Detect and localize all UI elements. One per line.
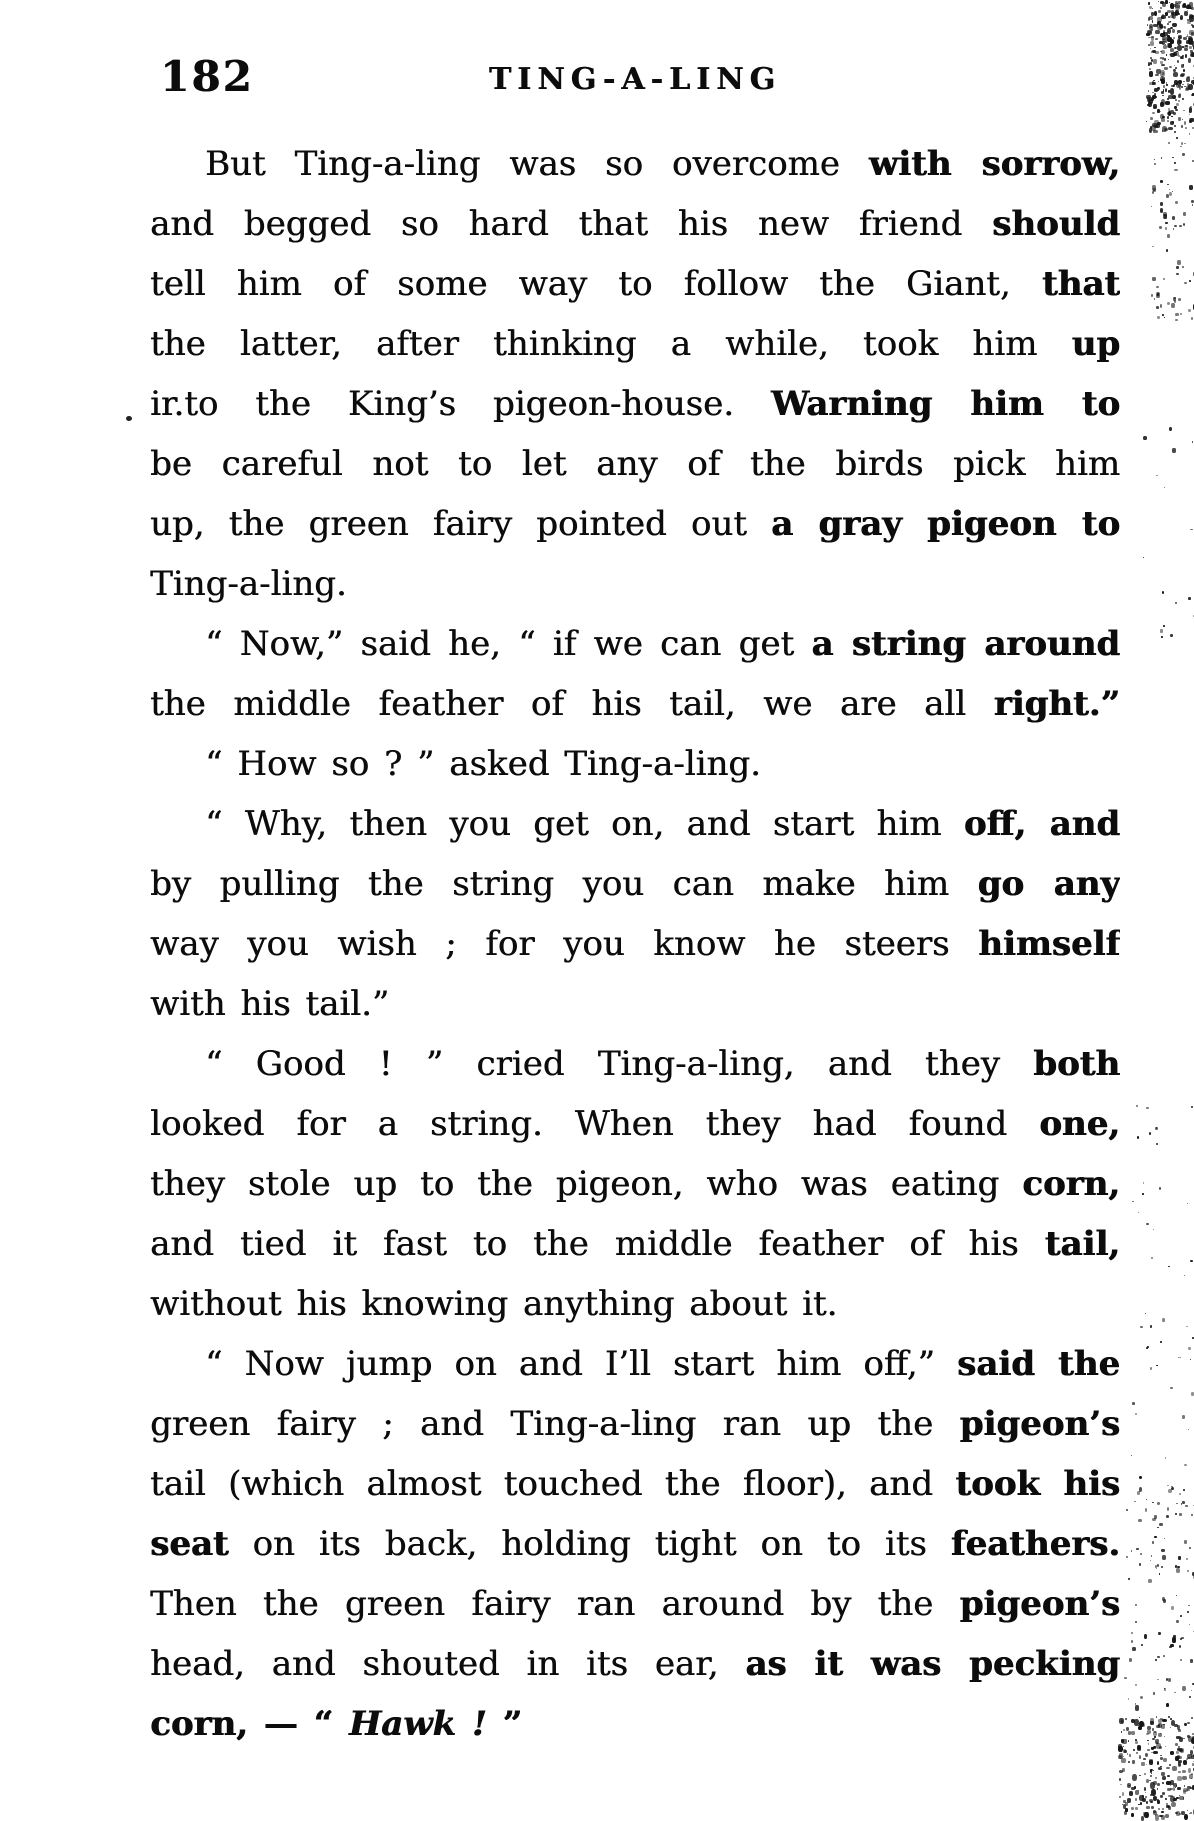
text-segment: “ How so ? ” asked Ting-a-ling. — [205, 744, 761, 784]
text-line — [150, 1214, 1120, 1274]
text-segment: by pulling the string you can make him — [150, 864, 978, 904]
text-line — [150, 554, 1120, 614]
text-segment: with his tail.” — [150, 984, 390, 1024]
text-segment: that — [1041, 264, 1120, 304]
text-segment: corn, — “ — [150, 1704, 349, 1744]
text-segment: a gray pigeon to — [771, 504, 1120, 544]
text-segment: should — [992, 204, 1120, 244]
text-segment: Ting-a-ling. — [150, 564, 347, 604]
paragraph — [150, 614, 1120, 734]
paragraph — [150, 134, 1120, 614]
text-line — [150, 254, 1120, 314]
text-segment: head, and shouted in its ear, — [150, 1644, 746, 1684]
text-line — [150, 1574, 1120, 1634]
text-segment: himself — [978, 924, 1120, 964]
page-text — [150, 134, 1120, 1754]
text-segment: corn, — [1022, 1164, 1120, 1204]
text-segment: they stole up to the pigeon, who was eating — [150, 1164, 1023, 1204]
text-line — [150, 1514, 1120, 1574]
text-line — [150, 794, 1120, 854]
text-segment: up, the green fairy pointed out — [150, 504, 772, 544]
text-line — [150, 494, 1120, 554]
text-segment: tail (which almost touched the floor), and — [150, 1464, 956, 1504]
text-line — [150, 314, 1120, 374]
text-segment: said the — [956, 1344, 1120, 1384]
text-line — [150, 1154, 1120, 1214]
text-segment: way you wish ; for you know he steers — [150, 924, 979, 964]
text-segment: up — [1071, 324, 1120, 364]
text-segment: be careful not to let any of the birds pick him — [150, 444, 1120, 484]
text-segment: looked for a string. When they had found — [150, 1104, 1040, 1144]
text-segment: seat — [150, 1524, 229, 1564]
text-segment: off, and — [963, 804, 1120, 844]
text-segment: took his — [955, 1464, 1120, 1504]
text-segment: the middle feather of his tail, we are all — [150, 684, 994, 724]
text-segment: go any — [977, 864, 1120, 904]
scan-speck — [126, 416, 132, 421]
text-segment: Hawk ! — [348, 1704, 503, 1744]
text-segment: But Ting-a-ling was so overcome — [205, 144, 869, 184]
text-segment: “ Good ! ” cried Ting-a-ling, and they — [205, 1044, 1034, 1084]
text-segment: and tied it fast to the middle feather of his — [150, 1224, 1045, 1264]
text-segment: without his knowing anything about it. — [150, 1284, 838, 1324]
text-line — [150, 1394, 1120, 1454]
text-segment: tail, — [1044, 1224, 1120, 1264]
text-line — [150, 914, 1120, 974]
text-line — [150, 434, 1120, 494]
text-segment: “ Now,” said he, “ if we can get — [205, 624, 812, 664]
text-segment: a string around — [811, 624, 1120, 664]
text-segment: green fairy ; and Ting-a-ling ran up the — [150, 1404, 960, 1444]
text-segment: right.” — [993, 684, 1120, 724]
text-line — [150, 1274, 1120, 1334]
text-segment: as it was pecking — [745, 1644, 1120, 1684]
text-line — [150, 194, 1120, 254]
text-segment: the latter, after thinking a while, took him — [150, 324, 1072, 364]
text-line — [150, 1094, 1120, 1154]
text-segment: “ Why, then you get on, and start him — [205, 804, 964, 844]
text-line — [150, 374, 1120, 434]
text-segment: both — [1033, 1044, 1120, 1084]
page-number: 182 — [160, 52, 254, 101]
text-line — [150, 974, 1120, 1034]
text-segment: Then the green fairy ran around by the — [150, 1584, 960, 1624]
paragraph — [150, 734, 1120, 794]
text-line — [150, 614, 1120, 674]
text-segment: one, — [1039, 1104, 1120, 1144]
text-segment: pigeon’s — [959, 1404, 1120, 1444]
text-segment: ir.to the King’s pigeon-house. — [150, 384, 771, 424]
text-segment: pigeon’s — [959, 1584, 1120, 1624]
text-segment: ” — [502, 1704, 523, 1744]
text-segment: and begged so hard that his new friend — [150, 204, 993, 244]
text-segment: on its back, holding tight on to its — [228, 1524, 951, 1564]
text-segment: tell him of some way to follow the Giant, — [150, 264, 1042, 304]
text-line — [150, 854, 1120, 914]
text-segment: Warning him to — [770, 384, 1120, 424]
paragraph — [150, 794, 1120, 1034]
text-line — [150, 1694, 1120, 1754]
text-line — [150, 1454, 1120, 1514]
text-segment: “ Now jump on and I’ll start him off,” — [205, 1344, 957, 1384]
paragraph — [150, 1334, 1120, 1754]
text-line — [150, 1334, 1120, 1394]
text-line — [150, 734, 1120, 794]
text-segment: feathers. — [950, 1524, 1120, 1564]
paragraph — [150, 1034, 1120, 1334]
text-segment: with sorrow, — [868, 144, 1120, 184]
text-line — [150, 1634, 1120, 1694]
text-line — [150, 1034, 1120, 1094]
running-head-title: TING-A-LING — [488, 62, 782, 97]
text-line — [150, 674, 1120, 734]
text-line — [150, 134, 1120, 194]
